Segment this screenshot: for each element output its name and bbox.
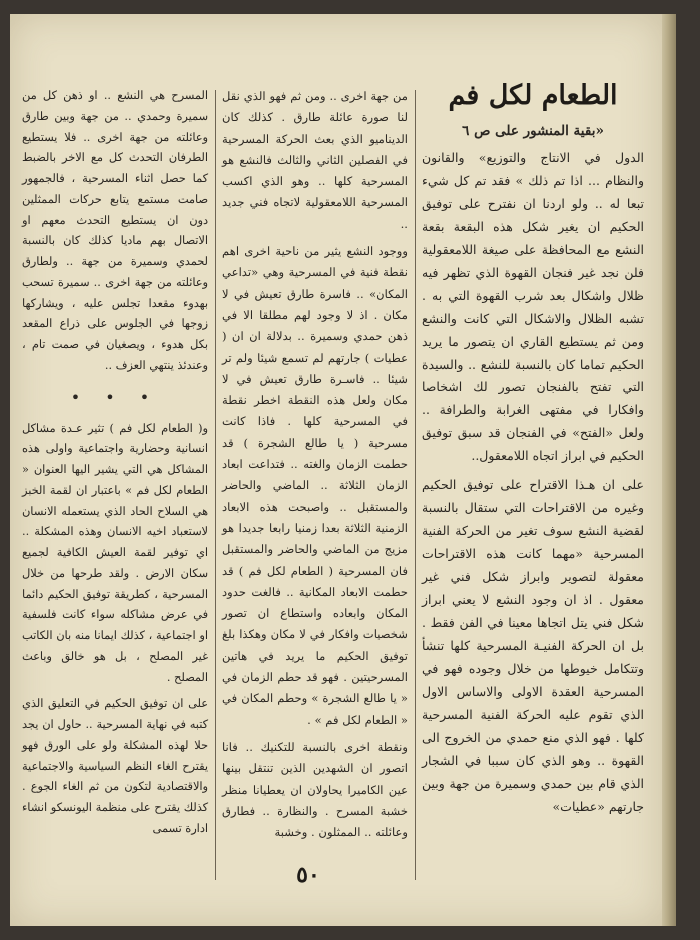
article-column-right [422,76,644,825]
page-number: ٥٠ [296,862,320,888]
article-title: الطعام لكل فم [448,80,618,111]
paragraph: المسرح هي النشع .. او ذهن كل من سميرة وحمدي .. من جهة وبين طارق وعائلته من جهة اخرى .. فلا يستطيع الطرفان التحدث كل مع الاخر بالضبط كما حصل اثناء المسرحية ، فالجمهور صامت مستمع يتابع حركات الممثلين دون ان يستطيع التحدث معهم او الاتصال بهم ماديا كذلك كان بالنسبة لحمدي وسميرة من جهة .. ولطارق وعائلته من جهة اخرى .. سميرة تسحب بهدوء مقعدا تجلس عليه ، ويشاركها زوجها في الجلوس على ذراع المقعد بكل هدوء ، ويصغيان في صمت تام ، وعندئذ ينتهي العزف .. [22,89,208,372]
column-divider [215,90,216,880]
paragraph: ووجود النشع يثير من ناحية اخرى اهم نقطة فنية في المسرحية وهي «تداعي المكان» .. فاسرة طارق تعيش في لا مكان . اذ لا وجود لهم مطلقا الا في ذهن حمدي وسميرة .. بدلالة ان ان ( عطيات ) جارتهم لم تسمع شيئا ولم تر شيئا .. فاسـرة طارق تعيش في لا مكان ولعل هذه النقطة اخطر نقطة في المسرحية كلها . فاذا كانت مسرحية ( يا طالع الشجرة ) قد حطمت الزمان والغته .. فتداعت ابعاد الزمان الثلاثة .. الماضي والحاضر والمستقبل .. واصبحت هذه الابعاد الزمنية الثلاثة بعدا زمنيا رابعا جديدا هو مزيج من الماضي والحاضر والمستقبل فان المسرحية ( الطعام لكل فم ) قد حطمت الابعاد المكانية .. فالغت حدود المكان وابعاده واستطاع ان تصور شخصيات وافكار في لا مكان وهكذا بلغ توفيق الحكيم ما يريد في هاتين المسرحيتين . فهو قد حطم الزمان في « يا طالع الشجرة » وحطم المكان في « الطعام لكل فم » . [222,244,408,727]
paragraph: على ان توفيق الحكيم في التعليق الذي كتبه في نهاية المسرحية .. حاول ان يجد حلا لهذه المشكلة ولو على الورق فهو يقترح الغاء النظم السياسية والاجتماعية والاقتصادية لتكون من ثم الغاء الجوع . كذلك يقترح على منظمة اليونسكو انشاء ادارة تسمى [22,697,208,835]
article-column-middle [222,86,408,849]
section-separator: • • • [70,387,160,407]
paragraph: الدول في الانتاج والتوزيع» والقانون والنظام ... اذا تم ذلك » فقد تم كل شيء تبعا له .. ولو اردنا ان نفترح على توفيق الحكيم ان يغير شكل هذه البقعة بقعة النشع مع المحافظة على صيغة اللامعقولية فلن نجد غير فنجان القهوة الذي تظهر فيه ظلال واشكال بعد شرب القهوة التي به . تشبه الظلال والاشكال التي كانت والنشع ومن ثم يستطيع القاري ان يتصور ما يريد الحكيم تماما كان بالنسبة للنشع .. والسيدة التي تفتح بالفنجان تصور لك اشخاصا وافكارا في مفتهى الغرابة والطرافة .. ولعل «الفتح» في الفنجان قد سبق توفيق الحكيم في ابراز اتجاه اللامعقول.. [422,149,644,464]
paragraph: و( الطعام لكل فم ) تثير عـدة مشاكل انسانية وحضارية واجتماعية واولى هذه المشاكل هي التي يشير اليها العنوان « الطعام لكل فم » باعتبار ان لقمة الخبز هي السلاح الحاد الذي يستعمله الانسان لاستعباد اخيه الانسان وهذه المشكلة .. اي توفير لقمة العيش الكافية لجميع سكان الارض . ولقد طرحها من خلال المسرحية ، كطريقة توفيق الحكيم دائما في عرض مشاكله سواء كانت فلسفية او اجتماعية ، كذلك ايمانا منه بان الكاتب غير المصلح ، بل هو خالق وباعث المصلح . [22,421,208,684]
column-divider [415,90,416,880]
page-edge [662,14,676,926]
article-column-left [22,86,208,846]
article-subtitle: «بقية المنشور على ص ٦ [462,123,604,139]
paragraph: على ان هـذا الاقتراح على توفيق الحكيم وغيره من الاقتراحات التي ستقال بالنسبة لقضية النشع سوف تغير من الحركة الفنية المسرحية «مهما كانت هذه الاقتراحات معقولة لتصوير وابراز شكل فني غير معقول . اذ ان وجود النشع لا يعني ابراز شكل فني يتل اتجاها معينا في الفن فقط . بل ان الحركة الفنيـة المسرحية كلها تنشأ وتتكامل خيوطها من خلال وجوده فهو في المسرحية العقدة الاولى والاساس الاول الذي تقوم عليه الحركة الفنية المسرحية كلها . فهو الذي منع حمدي من الخروج الى القهوة .. وهو الذي كان سببا في الشجار الذي قام بين حمدي وسميرة من جهة وبين جارتهم «عطيات» [422,477,644,814]
paragraph: من جهة اخرى .. ومن ثم فهو الذي نقل لنا صورة عائلة طارق . كذلك كان الديناميو الذي بعث الحركة المسرحية في الفصلين الثاني والثالث فالنشع هو المسرحية كلها .. وهو الذي اكسب المسرحية اللامعقولية لاتجاه فني جديد .. [222,89,408,231]
paragraph: ونقطة اخرى بالنسبة للتكنيك .. فانا اتصور ان الشهدين الذين تنتقل بينها عين الكاميرا يحاولان ان يعطيانا منظر خشبة المسرح . والنظارة .. فطارق وعائلته .. الممثلون . وخشبة [222,739,408,840]
